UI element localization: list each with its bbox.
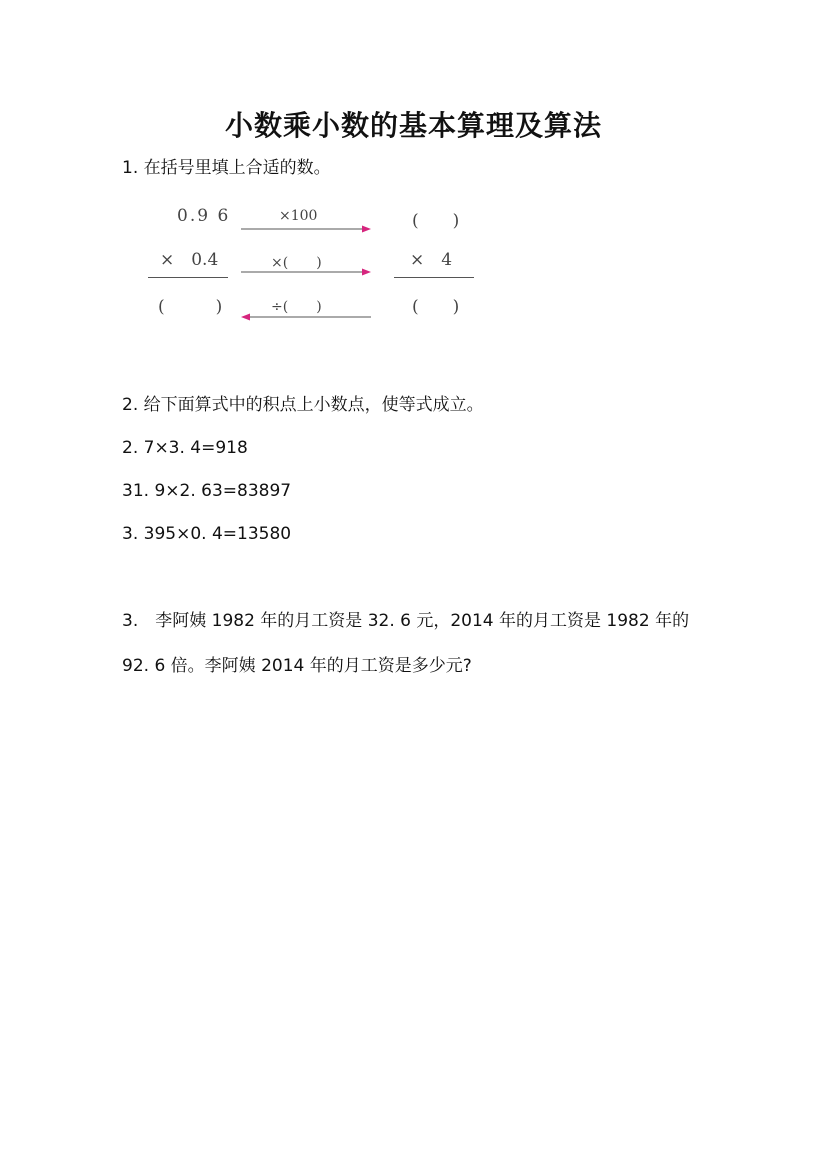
- question-3-line-2: 92. 6 倍。李阿姨 2014 年的月工资是多少元?: [122, 656, 472, 676]
- arrow-3-left: [241, 314, 371, 321]
- arrow-2-label: ×( ): [271, 255, 322, 271]
- right-top-blank: ( ): [412, 211, 460, 231]
- arrow-1-right: [241, 226, 371, 233]
- arrow-head-right-icon: [362, 269, 371, 276]
- equation-line: 31. 9×2. 63=83897: [122, 481, 292, 501]
- left-result-blank: ( ): [158, 297, 223, 317]
- right-result-blank: ( ): [412, 297, 460, 317]
- left-multiplier: × 0.4: [160, 250, 219, 270]
- question-1-prompt: 1. 在括号里填上合适的数。: [122, 158, 331, 178]
- arrow-head-right-icon: [362, 226, 371, 233]
- arrow-head-left-icon: [241, 314, 250, 321]
- page-title: 小数乘小数的基本算理及算法: [224, 109, 602, 142]
- equation-line: 2. 7×3. 4=918: [122, 438, 248, 458]
- arrow-2-right: [241, 269, 371, 276]
- arrow-1-label: ×100: [279, 208, 318, 224]
- arrows-svg: [0, 0, 827, 400]
- right-multiplier: × 4: [410, 250, 453, 270]
- question-2-prompt: 2. 给下面算式中的积点上小数点，使等式成立。: [122, 395, 484, 415]
- equation-line: 3. 395×0. 4=13580: [122, 524, 292, 544]
- question-3-line-1: 3. 李阿姨 1982 年的月工资是 32. 6 元，2014 年的月工资是 1982 年的: [122, 611, 690, 631]
- arrow-3-label: ÷( ): [271, 299, 322, 315]
- left-top-number: 0.9 6: [177, 206, 231, 226]
